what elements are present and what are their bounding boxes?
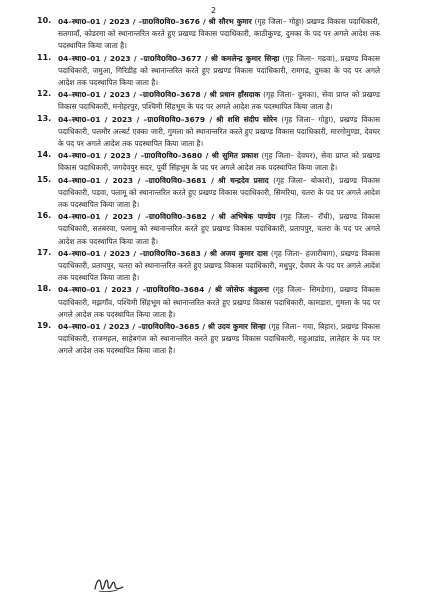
- entry-officer-name: श्री कमलेन्द्र कुमार सिन्हा: [210, 53, 280, 63]
- entry-ref: 04–स्था0–01 / 2023 / –ग्रा0वि0वि0–3678 /: [58, 90, 207, 100]
- entry-ref: 04–स्था0–01 / 2023 / –ग्रा0वि0वि0–3679 /: [58, 114, 213, 124]
- entry-details: (गृह जिला– गोड्डा) प्रखण्ड विकास पदाधिकारी, सतगावाँ, कोडरमा को स्थानान्तरित करते हुए प्रखण्ड विकास पदाधिकारी, काठीकुण्ड, दुमका के पद पर अगले आदेश तक पदस्थापित किया जाता है।: [58, 17, 380, 51]
- entry-details: (गृह जिला– गया, बिहार), प्रखण्ड विकास पदाधिकारी, राजमहल, साहेबगंज को स्थानान्तरित करते हुए प्रखण्ड विकास पदाधिकारी, महुआडांड, लातेहार के पद पर अगले आदेश तक पदस्थापित किया जाता है।: [58, 322, 380, 356]
- entry-officer-name: श्री जोसेफ कंडुलना: [214, 285, 269, 295]
- entry-ref: 04–स्था0–01 / 2023 / –ग्रा0वि0वि0–3685 /: [58, 322, 206, 332]
- order-entry-16: [0, 211, 427, 248]
- entry-text: [58, 114, 380, 151]
- entry-officer-name: श्री सौरभ कुमार: [208, 17, 252, 26]
- entry-text: [58, 16, 380, 53]
- entry-number: 15.: [37, 174, 52, 184]
- entry-details: (गृह जिला– सिमडेगा), प्रखण्ड विकास पदाधिकारी, मझगाँव, पश्चिमी सिंहभूम को स्थानान्तरित करते हुए प्रखण्ड विकास पदाधिकारी, कामडारा, गुमला के पद पर अगले आदेश तक पदस्थापित किया जाता है।: [58, 285, 380, 319]
- entry-ref: 04–स्था0–01 / 2023 / –ग्रा0वि0वि0–3680 /: [58, 151, 209, 161]
- entry-officer-name: श्री सुमित प्रकाश: [211, 151, 259, 161]
- order-entry-17: [0, 248, 427, 285]
- entry-number: 19.: [37, 321, 52, 331]
- entry-details: (गृह जिला– बोकारो), प्रखण्ड विकास पदाधिकारी, पड़वा, पलामू को स्थानान्तरित करते हुए प्रखण्ड विकास पदाधिकारी, सिमरिया, चतरा के पद पर अगले आदेश तक पदस्थापित किया जाता है।: [58, 175, 380, 210]
- entry-ref: 04–स्था0–01 / 2023 / –ग्रा0वि0वि0–3676 /: [58, 17, 206, 26]
- entry-officer-name: श्री शशि संदीप सोरेन: [216, 114, 278, 124]
- entry-text: [58, 248, 380, 285]
- entry-details: (गृह जिला– गढ़वा), प्रखण्ड विकास पदाधिकारी, जमुआ, गिरिडीह को स्थानान्तरित करते हुए प्रखण्ड विकास पदाधिकारी, रामगढ़, दुमका के पद पर अगले आदेश तक पदस्थापित किया जाता है।: [58, 53, 380, 88]
- entry-text: [58, 175, 380, 212]
- entry-text: [58, 53, 380, 90]
- order-entry-14: [0, 150, 427, 174]
- entry-ref: 04–स्था0–01 / 2023 / –ग्रा0वि0वि0–3681 /: [58, 175, 214, 185]
- entry-details: (गृह जिला– राँची), प्रखण्ड विकास पदाधिकारी, सतबरवा, पलामू को स्थानान्तरित करते हुए प्रखण्ड विकास पदाधिकारी, प्रतापपुर, चतरा के पद पर अगले आदेश तक पदस्थापित किया जाता है।: [58, 212, 380, 246]
- entry-text: [58, 321, 380, 358]
- entry-text: [58, 150, 380, 174]
- entry-number: 13.: [37, 113, 52, 123]
- transfer-order-list: [0, 16, 427, 358]
- entry-officer-name: श्री प्रधान हाँसदाक: [209, 90, 261, 100]
- entry-ref: 04–स्था0–01 / 2023 / –ग्रा0वि0वि0–3677 /: [58, 53, 208, 63]
- order-entry-11: [0, 53, 427, 90]
- entry-text: [58, 284, 380, 321]
- entry-officer-name: श्री चन्द्रदेव प्रसाद: [218, 175, 269, 185]
- entry-number: 10.: [37, 16, 52, 25]
- entry-details: (गृह जिला– देवघर), सेवा प्राप्त को प्रखण्ड विकास पदाधिकारी, जगदेवपुर सदर, पूर्वी सिंहभूम के पद पर अगले आदेश तक पदस्थापित किया जाता है।: [58, 151, 380, 173]
- entry-details: (गृह जिला– हजारीबाग), प्रखण्ड विकास पदाधिकारी, प्रतापपुर, चतरा को स्थानान्तरित करते हुए प्रखण्ड विकास पदाधिकारी, मधुपुर, देवघर के पद पर अगले आदेश तक पदस्थापित किया जाता है।: [58, 248, 380, 283]
- entry-number: 17.: [37, 247, 52, 257]
- entry-number: 16.: [37, 211, 52, 221]
- handwritten-signature: [93, 573, 127, 595]
- page-number: 2: [210, 6, 217, 15]
- entry-text: [58, 211, 380, 248]
- entry-ref: 04–स्था0–01 / 2023 / –ग्रा0वि0वि0–3682 /: [58, 212, 215, 222]
- entry-number: 11.: [37, 52, 52, 62]
- entry-text: [58, 89, 380, 113]
- entry-details: (गृह जिला– दुमका), सेवा प्राप्त को प्रखण्ड विकास पदाधिकारी, मनोहरपुर, पश्चिमी सिंहभूम के पद पर अगले आदेश तक पदस्थापित किया जाता है।: [58, 90, 380, 112]
- entry-number: 18.: [37, 284, 52, 294]
- entry-ref: 04–स्था0–01 / 2023 / –ग्रा0वि0वि0–3684 /: [58, 285, 211, 295]
- entry-officer-name: श्री अजय कुमार दास: [209, 248, 268, 258]
- order-entry-13: [0, 114, 427, 151]
- order-entry-18: [0, 284, 427, 321]
- entry-officer-name: श्री अभिषेक पाण्डेय: [218, 212, 276, 222]
- order-entry-10: [0, 16, 427, 53]
- order-entry-15: [0, 175, 427, 212]
- entry-number: 14.: [37, 150, 52, 160]
- order-entry-12: [0, 89, 427, 113]
- order-entry-19: [0, 321, 427, 358]
- entry-ref: 04–स्था0–01 / 2023 / –ग्रा0वि0वि0–3683 /: [58, 248, 207, 258]
- entry-number: 12.: [37, 89, 52, 99]
- entry-officer-name: श्री उदय कुमार सिन्हा: [207, 322, 266, 332]
- entry-details: (गृह जिला– गोड्डा), प्रखण्ड विकास पदाधिकारी, पलमौर अल्बर्ट एक्का जारी, गुमला को स्थानान्तरित करते हुए प्रखण्ड विकास पदाधिकारी, मारगोमुण्डा, देवघर के पद पर अगले आदेश तक पदस्थापित किया जाता है।: [58, 114, 380, 149]
